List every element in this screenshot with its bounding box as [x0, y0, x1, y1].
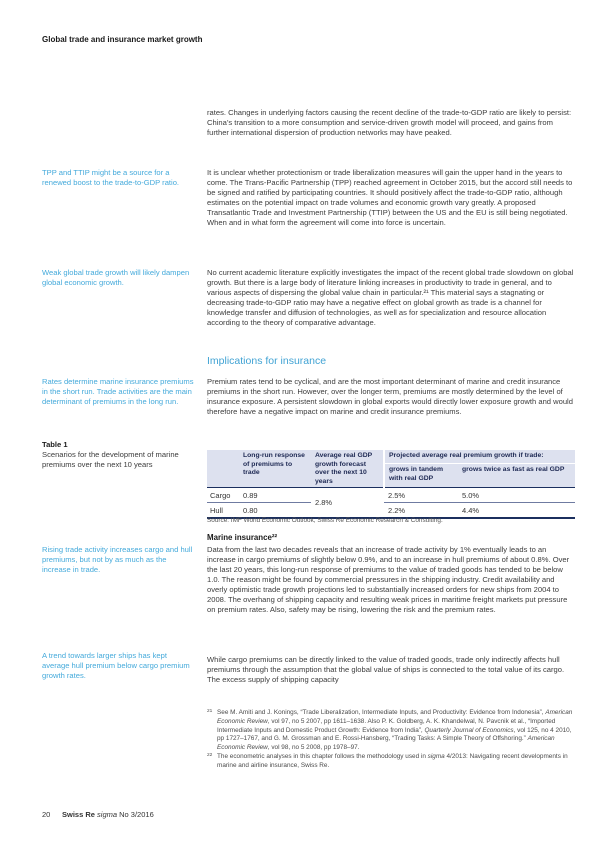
scenarios-table [207, 450, 575, 519]
cell-twice: 4.4% [458, 503, 575, 519]
table-source: Source: IMF World Economic Outlook, Swiss Re Economic Research & Consulting. [207, 517, 443, 524]
cell-twice: 5.0% [462, 490, 480, 500]
table-header-long-run: Long-run response of premiums to trade [239, 450, 311, 488]
page-number: 20 [42, 810, 51, 819]
paragraph: No current academic literature explicitly investigates the impact of the recent global trade slowdown on global growth. But there is a large body of literature linking increases in productivity to trade in general, and to various aspects of dispersing the global value chain in particular.²¹ This material says a stagnating or decreasing trade-to-GDP ratio may have a negative effect on global growth as trade is a channel for knowledge transfer and diffusion of technologies, as well as for specialization and resource allocation according to the theory of comparative advantage. [207, 268, 574, 327]
paragraph: While cargo premiums can be directly linked to the value of traded goods, trade only indirectly affects hull premiums through the assumption that the global value of ships is connected to the total value of its cargo. The excess supply of shipping capacity [207, 655, 565, 684]
footnotes [207, 709, 575, 771]
footnote-text: See M. Amiti and J. Konings, “Trade Liberalization, Intermediate Inputs, and Productivity: Evidence from Indonesia”, American Economic Review, vol 97, no 5 2007, pp 1611–1638. Also P. K. Goldberg, A. K. Khandelwal, N. Pavcnik et al., “Imported Intermediate Inputs and Domestic Product Growth: Evidence from India”, Quarterly Journal of Economics, vol 125, no 4 2010, pp 1727–1767, and G. M. Grossman and E. Rossi-Hansberg, “Trading Tasks: A Simple Theory of Offshoring.” American Economic Review, vol 98, no 5 2008, pp 1978–97. [217, 709, 573, 752]
footnote [207, 709, 575, 753]
table-header-tandem: grows in tandem with real GDP [384, 464, 458, 488]
subsection-heading: Marine insurance²² [207, 533, 278, 542]
row-label: Cargo [210, 490, 231, 500]
margin-note: Rates determine marine insurance premiums in the short run. Trade activities are the main determinant of premiums in the long run. [42, 377, 194, 406]
footnote-marker: 22 [207, 752, 213, 758]
cell-long-run: 0.89 [243, 490, 258, 500]
cell-gdp-forecast: 2.8% [315, 498, 333, 508]
paragraph: Premium rates tend to be cyclical, and are the most important determinant of marine and credit insurance premiums in the short run. However, over the longer term, premiums are mostly determined by the level of insurance exposure. A persistent slowdown in global exports would directly lower exposure growth and would therefore have a negative impact on marine and credit insurance premiums. [207, 377, 573, 416]
running-header: Global trade and insurance market growth [42, 35, 203, 44]
margin-note: Rising trade activity increases cargo and hull premiums, but not by as much as the increase in trade. [42, 545, 193, 574]
section-heading: Implications for insurance [207, 355, 327, 367]
table-row-cargo [207, 488, 575, 503]
table-header-empty [207, 450, 239, 488]
table-caption-label: Table 1 [42, 440, 68, 449]
margin-note: A trend towards larger ships has kept average hull premium below cargo premium growth rates. [42, 651, 190, 680]
margin-note: TPP and TTIP might be a source for a renewed boost to the trade-to-GDP ratio. [42, 168, 180, 187]
table-caption [42, 440, 194, 470]
cell-tandem: 2.5% [388, 490, 406, 500]
paragraph: Data from the last two decades reveals that an increase of trade activity by 1% eventually leads to an increase in cargo premiums of slightly below 0.9%, and to an increase in hull premiums of about 0.8%. Over the last 20 years, this long-run response of premiums to the value of traded goods has tended to be below 1.0. The reason might be found by commercial pressures in the shipping industry. Credit availability and overly optimistic trade growth projections led to substantially increased orders for new ships from 2004 to 2008. The overhang of shipping capacity and resulting weak prices in maritime freight markets put pressure on premium rates. Also, safety may be rising, lowering the risk and the premium rates. [207, 545, 570, 614]
table-header-twice: grows twice as fast as real GDP [458, 464, 575, 488]
table-caption-text: Scenarios for the development of marine premiums over the next 10 years [42, 450, 179, 469]
cell-tandem: 2.2% [384, 503, 458, 519]
footnote [207, 753, 575, 771]
footer-brand: Swiss Re sigma No 3/2016 [62, 810, 154, 819]
table-header-gdp-forecast: Average real GDP growth forecast over the next 10 years [311, 450, 384, 488]
footnote-marker: 21 [207, 709, 213, 714]
cell-long-run: 0.80 [239, 503, 311, 519]
margin-note: Weak global trade growth will likely dampen global economic growth. [42, 268, 190, 287]
paragraph: rates. Changes in underlying factors causing the recent decline of the trade-to-GDP ratio are likely to persist: China’s transition to a more consumption and service-driven growth model will proceed, and gains from further international dispersion of production networks may have peaked. [207, 108, 572, 137]
row-label: Hull [207, 503, 239, 519]
table-header-projected: Projected average real premium growth if trade: [384, 450, 575, 464]
footnote-text: The econometric analyses in this chapter follows the methodology used in sigma 4/2013: Navigating recent developments in marine and airline insurance, Swiss Re. [217, 752, 568, 769]
paragraph: It is unclear whether protectionism or trade liberalization measures will gain the upper hand in the years to come. The Trans-Pacific Partnership (TPP) reached agreement in October 2015, but the accord still needs to be signed and ratified by participating countries. It should positively affect the trade-to-GDP ratio, although estimates on the potential impact on trade volumes and economic growth vary greatly. A proposed Transatlantic Trade and Investment Partnership (TTIP) between the US and the EU is still being negotiated. When and in what form the agreement will come into force is uncertain. [207, 168, 573, 227]
